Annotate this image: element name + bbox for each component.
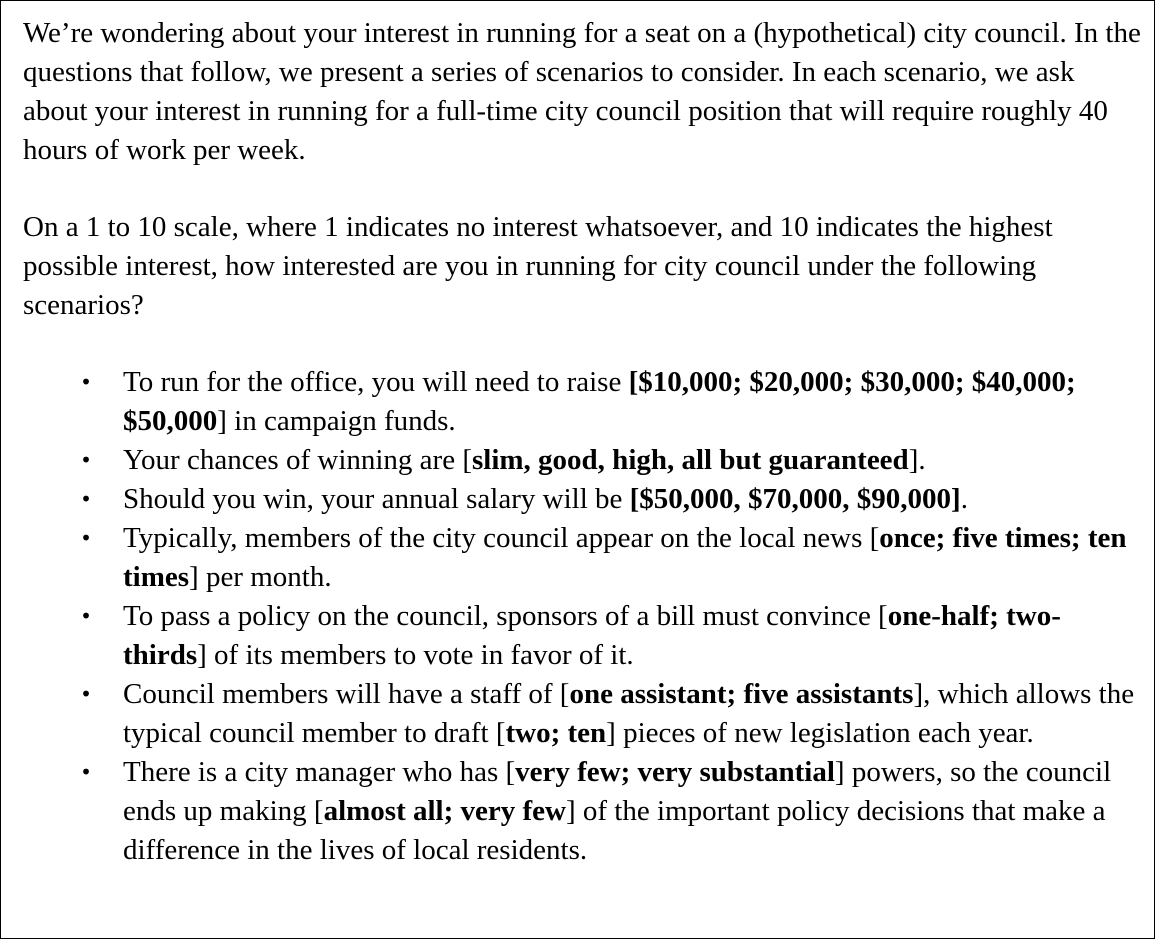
scenario-text: Should you win, your annual salary will be xyxy=(123,483,630,515)
scenario-text: ] in campaign funds. xyxy=(217,405,456,437)
scenario-item xyxy=(23,675,1141,753)
scenario-options: [$50,000, $70,000, $90,000] xyxy=(629,483,961,515)
scenario-options: two; ten xyxy=(505,717,607,749)
scenario-text: Council members will have a staff of [ xyxy=(123,678,570,710)
bullet-icon: • xyxy=(80,604,92,628)
scenario-text: To pass a policy on the council, sponsors of a bill must convince [ xyxy=(123,600,888,632)
scenario-text: ] powers, so the council ends up making [ xyxy=(123,756,1112,827)
scenario-list xyxy=(23,363,1141,870)
scenario-text: ] of its members to vote in favor of it. xyxy=(197,639,634,671)
question-paragraph: On a 1 to 10 scale, where 1 indicates no interest whatsoever, and 10 indicates the highest possible interest, how interested are you in running for city council under the following scenarios? xyxy=(23,211,1053,321)
scenario-text: ] per month. xyxy=(189,561,332,593)
bullet-icon: • xyxy=(80,760,92,784)
scenario-item xyxy=(23,480,1141,519)
list-spacer xyxy=(23,325,1141,363)
scenario-options: very few; very substantial xyxy=(515,756,835,788)
scenario-text: ] of the important policy decisions that make a difference in the lives of local residents. xyxy=(123,795,1106,866)
intro-paragraph: We’re wondering about your interest in running for a seat on a (hypothetical) city council. In the questions that follow, we present a series of scenarios to consider. In each scenario, we ask about your interest in running for a full-time city council position that will require roughly 40 hours of work per week. xyxy=(23,17,1141,166)
bullet-icon: • xyxy=(80,448,92,472)
scenario-item xyxy=(23,597,1141,675)
scenario-options: one-half; two-thirds xyxy=(123,600,1061,671)
scenario-options: almost all; very few xyxy=(323,795,566,827)
scenario-options: slim, good, high, all but guaranteed xyxy=(472,444,909,476)
scenario-text: To run for the office, you will need to raise xyxy=(123,366,629,398)
survey-content xyxy=(23,14,1141,870)
scenario-text: ] pieces of new legislation each year. xyxy=(606,717,1034,749)
scenario-item xyxy=(23,753,1141,870)
scenario-item xyxy=(23,363,1141,441)
paragraph-spacer xyxy=(23,170,1141,208)
scenario-options: one assistant; five assistants xyxy=(569,678,914,710)
bullet-icon: • xyxy=(80,370,92,394)
scenario-text: Typically, members of the city council appear on the local news [ xyxy=(123,522,880,554)
scenario-item xyxy=(23,441,1141,480)
scenario-text: ]. xyxy=(908,444,926,476)
scenario-options: once; five times; ten times xyxy=(123,522,1127,593)
bullet-icon: • xyxy=(80,682,92,706)
scenario-item xyxy=(23,519,1141,597)
scenario-text: There is a city manager who has [ xyxy=(123,756,516,788)
bullet-icon: • xyxy=(80,526,92,550)
scenario-text: . xyxy=(960,483,968,515)
scenario-text: Your chances of winning are [ xyxy=(123,444,472,476)
scenario-text: ], which allows the typical council member to draft [ xyxy=(123,678,1135,749)
scenario-options: [$10,000; $20,000; $30,000; $40,000; $50,000 xyxy=(123,366,1076,437)
bullet-icon: • xyxy=(80,487,92,511)
